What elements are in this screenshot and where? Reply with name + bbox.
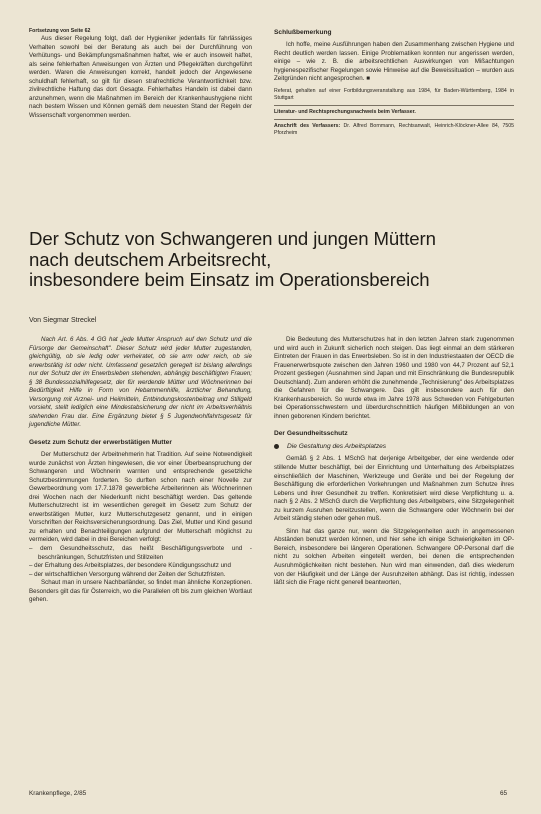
page-number: 65 bbox=[500, 790, 508, 797]
neighbor-countries-paragraph: Schaut man in unsere Nachbarländer, so findet man ähnliche Konzeptionen. Besonders gilt das für Österreich, wo die Parallelen oft bis zum gleichen Wortlaut gehen. bbox=[29, 579, 252, 604]
bullet-icon bbox=[274, 444, 279, 449]
continued-paragraph: Aus dieser Regelung folgt, daß der Hygieniker jedenfalls für fahrlässiges Verhalten sowohl bei der Beratung als auch bei der Durchführung von Verhütungs- und Bekämpfungsmaßnahmen haftet, wie er auch insoweit haftet, als seine fehlerhaften Anweisungen von Ärzten und Pflegekräften durchgeführt werden. Waren die Anweisungen korrekt, handelt jedoch der Angewiesene schuldhaft fehlerhaft, so gilt für diesen strafrechtliche Verantwortlichkeit bzw. zivilrechtliche Haftung das dort Gesagte. Fehlerhaftes Handeln ist dabei dann anzunehmen, wenn die Maßnahmen im Bereich der Krankenhaushygiene nicht nach bestem Wissen und Können gemäß dem neuesten Stand der Regeln der Wissenschaft vorgenommen werden. bbox=[29, 35, 252, 119]
article-title bbox=[29, 229, 519, 291]
closing-remarks-column bbox=[274, 28, 514, 137]
address-label: Anschrift des Verfassers: bbox=[274, 122, 341, 129]
mutterschutz-paragraph: Der Mutterschutz der Arbeitnehmerin hat Tradition. Auf seine Notwendigkeit wurde zunächst von Ärzten hingewiesen, die vor einer Überbeanspruchung der Schwangeren und Wöchnerin warnten und entsprechende gesetzliche Schutzbestimmungen forderten. So durften schon nach einer Novelle zur Gewerbeordnung vom 17.7.1878 gewerbliche Arbeiterinnen als Wöchnerinnen drei Wochen nach der Niederkunft nicht beschäftigt werden. Das geltende Mutterschutzrecht ist im wesentlichen geregelt im Gesetz zum Schutz der erwerbstätigen Mutter, kurz Mutterschutzgesetz genannt, und in einigen Vorschriften der Reichsversicherungsordnung. Das Ziel, Mutter und Kind gesund zu erhalten und Benachteiligungen aufgrund der Mutterschaft möglichst zu vermeiden, wird dabei in drei Bereichen verfolgt: bbox=[29, 451, 252, 544]
lecture-footnote: Referat, gehalten auf einer Fortbildungsveranstaltung aus 1984, für Baden-Württemberg, 1984 in Stuttgart bbox=[274, 87, 514, 101]
title-line-3: insbesondere beim Einsatz im Operationsbereich bbox=[29, 269, 430, 290]
title-line-2: nach deutschem Arbeitsrecht, bbox=[29, 248, 272, 270]
article-left-column bbox=[29, 336, 252, 605]
article-author: Von Siegmar Streckel bbox=[29, 317, 97, 324]
closing-paragraph: Ich hoffe, meine Ausführungen haben den Zusammenhang zwischen Hygiene und Recht deutlich werden lassen. Einige Problematiken konnten nur angerissen werden, einige – wie z. B. die arbeitsrechtlichen Auswirkungen von Mißachtungen hygienespezifischer Regelungen sowie Hinweise auf die Beweissituation – wurden aus Zeitgründen nicht angesprochen. bbox=[274, 41, 514, 83]
list-item: – der wirtschaftlichen Versorgung während der Zeiten der Schutzfristen. bbox=[29, 570, 226, 578]
importance-paragraph: Die Bedeutung des Mutterschutzes hat in den letzten Jahren stark zugenommen und wird auch in Zukunft sicherlich noch steigen. Das liegt einmal an dem stärkeren Eintreten der Frauen in das Erwerbsleben. So ist in den Industriestaaten der OECD die Frauenerwerbsquote zwischen den Jahren 1960 und 1980 von 44,7 Prozent auf 52,1 Prozent gestiegen (Ausnahmen sind Japan und mit Einschränkung die Bundesrepublik Deutschland). Zum anderen erhöht die zunehmende „Technisierung" des Arbeitsplatzes die Gefahren für die Schwangere. Das gilt insbesondere auch für den Krankenhausbereich. So wurde etwa im Jahre 1978 aus Schweden von Fehlgeburten bei Operationsschwestern und überdurchschnittlich häufigen Mißbildungen an von ihnen geborenen Kindern berichtet. bbox=[274, 336, 514, 420]
list-item: – der Erhaltung des Arbeitsplatzes, der besondere Kündigungsschutz und bbox=[29, 562, 231, 570]
author-address: Dr. Alfred Bornmann, Rechtsanwalt, Heinrich-Klöckner-Allee 84, 7505 Pforzheim bbox=[274, 122, 514, 136]
continued-text-column bbox=[29, 28, 252, 120]
list-item: – dem Gesundheitsschutz, das heißt Beschäftigungsverbote und -beschränkungen, Schutzfristen und Stillzeiten bbox=[29, 545, 252, 561]
section-heading-mutterschutz: Gesetz zum Schutz der erwerbstätigen Mutter bbox=[29, 439, 172, 447]
section-heading-gesundheitsschutz: Der Gesundheitsschutz bbox=[274, 430, 348, 438]
intro-paragraph: Nach Art. 6 Abs. 4 GG hat „jede Mutter Anspruch auf den Schutz und die Fürsorge der Gemeinschaft". Dieser Schutz wird jeder Mutter zugestanden, gleichgültig, ob sie ledig oder verheiratet, ob sie arm oder reich, ob sie erwerbstätig ist oder nicht. Umfassend gesetzlich geregelt ist bislang allerdings nur der Schutz der im Erwerbsleben stehenden, abhängig beschäftigten Frauen; § 38 Bundessozialhilfegesetz, der für werdende Mütter und Wöchnerinnen bei Bedürftigkeit Hilfe in Form von Hebammenhilfe, ärztlicher Behandlung, Versorgung mit Arznei- und Heilmitteln, Entbindungskostenbeitrag und Stillgeld vorsieht, stellt lediglich eine Mindestabsicherung der nicht im Arbeitsverhältnis stehenden Frau dar. Eine Ergänzung bietet § 5 Jugendwohlfahrtsgesetz für jugendliche Mütter. bbox=[29, 336, 252, 429]
protection-areas-list bbox=[29, 545, 252, 579]
divider bbox=[274, 119, 514, 120]
closing-heading: Schlußbemerkung bbox=[274, 29, 332, 36]
title-line-1: Der Schutz von Schwangeren und jungen Müttern bbox=[29, 228, 436, 249]
subsection-heading-arbeitsplatz: Die Gestaltung des Arbeitsplatzes bbox=[287, 443, 387, 451]
divider bbox=[274, 105, 514, 106]
continuation-note: Fortsetzung von Seite 62 bbox=[29, 28, 91, 34]
article-right-column bbox=[274, 336, 514, 588]
workplace-paragraph: Gemäß § 2 Abs. 1 MSchG hat derjenige Arbeitgeber, der eine werdende oder stillende Mutter beschäftigt, bei der Einrichtung und Unterhaltung des Arbeitsplatzes einschließlich der Maschinen, Werkzeuge und Geräte und bei der Regelung der Beschäftigung die erforderlichen Vorkehrungen und Maßnahmen zum Schutze ihres Lebens und ihrer Gesundheit zu treffen. Konkretisiert wird diese Verpflichtung u. a. nach § 2 Abs. 2 MSchG durch die Verpflichtung des Arbeitgebers, eine Sitzgelegenheit zu kurzem Ausruhen bereitzustellen, wenn die Schwangere oder Wöchnerin bei der Arbeit ständig stehen oder gehen muß. bbox=[274, 455, 514, 523]
seating-paragraph: Sinn hat das ganze nur, wenn die Sitzgelegenheiten auch in angemessenen Abständen benutzt werden können, und hier sehe ich einige Schwierigkeiten im OP-Bereich, insbesondere bei längeren Operationen. Schwangere OP-Personal darf die nicht zu solchen Arbeiten eingeteilt werden, bei denen die entsprechenden Ausruhmöglichkeiten nicht bestehen. Nun wird man einwenden, daß dies wiederum von der Häufigkeit und der Länge der Ausruhzeiten abhängt. Das ist richtig, indessen läßt sich die Frage nicht generell beantworten, bbox=[274, 527, 514, 587]
journal-footer: Krankenpflege, 2/85 bbox=[29, 790, 87, 797]
literature-note: Literatur- und Rechtsprechungsnachweis beim Verfasser. bbox=[274, 108, 416, 115]
end-mark: ■ bbox=[366, 75, 370, 83]
